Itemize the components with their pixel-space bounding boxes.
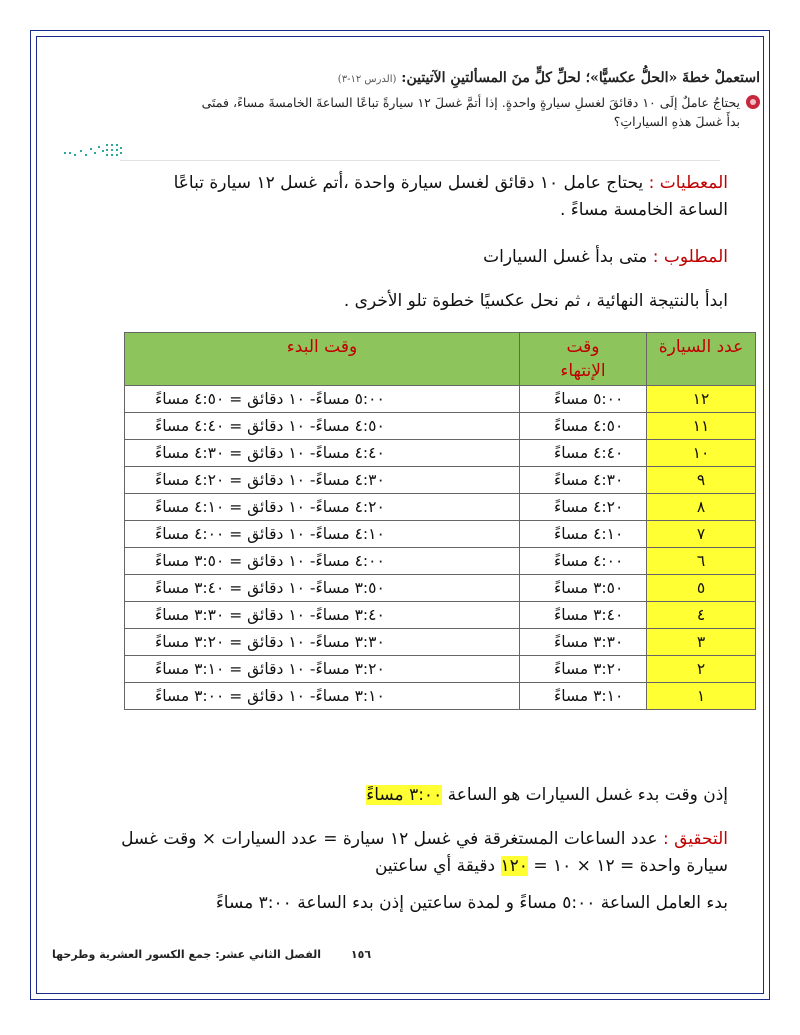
cell-start-time: ٤:٣٠ مساءً- ١٠ دقائق = ٤:٢٠ مساءً (125, 467, 520, 494)
cell-car-count: ٤ (647, 602, 756, 629)
cell-end-time: ٣:٥٠ مساءً (520, 575, 647, 602)
conclusion-text: إذن وقت بدء غسل السيارات هو الساعة (447, 785, 728, 805)
cell-car-count: ١ (647, 683, 756, 710)
excerpt-question (100, 93, 760, 131)
table-row (125, 386, 756, 413)
check-text-2a: سيارة واحدة = ١٢ × ١٠ = (533, 856, 728, 876)
cell-end-time: ٤:٣٠ مساءً (520, 467, 647, 494)
cell-end-time: ٣:٤٠ مساءً (520, 602, 647, 629)
cell-start-time: ٣:٢٠ مساءً- ١٠ دقائق = ٣:١٠ مساءً (125, 656, 520, 683)
cell-car-count: ٥ (647, 575, 756, 602)
instruction-text: استعملْ خطةَ «الحلُّ عكسيًّا»؛ لحلِّ كلٍّ منَ المسألتينِ الآتيتين: (401, 70, 760, 86)
dotted-logo-icon (64, 144, 122, 158)
header-car-count: عدد السيارة (647, 333, 756, 386)
cell-start-time: ٤:١٠ مساءً- ١٠ دقائق = ٤:٠٠ مساءً (125, 521, 520, 548)
cell-car-count: ١٠ (647, 440, 756, 467)
required-label: المطلوب : (652, 247, 728, 267)
cell-end-time: ٤:٢٠ مساءً (520, 494, 647, 521)
excerpt-instruction (100, 68, 760, 90)
check-text-2b: دقيقة أي ساعتين (374, 856, 496, 876)
cell-end-time: ٣:٣٠ مساءً (520, 629, 647, 656)
givens-label: المعطيات : (648, 173, 728, 193)
check-text-1: عدد الساعات المستغرقة في غسل ١٢ سيارة = عدد السيارات × وقت غسل (121, 829, 658, 849)
cell-car-count: ٣ (647, 629, 756, 656)
final-paragraph (216, 890, 728, 917)
cell-car-count: ١١ (647, 413, 756, 440)
conclusion-highlight: ٣:٠٠ مساءً (366, 785, 443, 805)
check-paragraph (121, 826, 728, 880)
cell-start-time: ٥:٠٠ مساءً- ١٠ دقائق = ٤:٥٠ مساءً (125, 386, 520, 413)
method-paragraph (344, 288, 728, 315)
cell-end-time: ٥:٠٠ مساءً (520, 386, 647, 413)
table-row (125, 683, 756, 710)
page-footer (52, 948, 432, 961)
textbook-excerpt (100, 68, 760, 131)
table-row (125, 656, 756, 683)
cell-car-count: ٧ (647, 521, 756, 548)
header-end-time (520, 333, 647, 386)
check-label: التحقيق : (662, 829, 728, 849)
table-row (125, 440, 756, 467)
table-row (125, 467, 756, 494)
cell-start-time: ٤:٢٠ مساءً- ١٠ دقائق = ٤:١٠ مساءً (125, 494, 520, 521)
table-row (125, 521, 756, 548)
lesson-reference: (الدرس ١٢-٣) (337, 74, 397, 85)
table-row (125, 575, 756, 602)
cell-car-count: ٦ (647, 548, 756, 575)
header-end-time-line-1: وقت (566, 337, 600, 357)
solution-table (124, 332, 756, 710)
cell-start-time: ٣:٣٠ مساءً- ١٠ دقائق = ٣:٢٠ مساءً (125, 629, 520, 656)
cell-car-count: ٩ (647, 467, 756, 494)
header-end-time-line-2: الإنتهاء (560, 361, 606, 381)
cell-end-time: ٤:٥٠ مساءً (520, 413, 647, 440)
givens-text-2: الساعة الخامسة مساءً . (559, 200, 728, 220)
cell-start-time: ٣:١٠ مساءً- ١٠ دقائق = ٣:٠٠ مساءً (125, 683, 520, 710)
final-text: بدء العامل الساعة ٥:٠٠ مساءً و لمدة ساعتين إذن بدء الساعة ٣:٠٠ مساءً (215, 893, 728, 913)
cell-start-time: ٣:٤٠ مساءً- ١٠ دقائق = ٣:٣٠ مساءً (125, 602, 520, 629)
cell-end-time: ٣:٢٠ مساءً (520, 656, 647, 683)
givens-text-1: يحتاج عامل ١٠ دقائق لغسل سيارة واحدة ،أتم غسل ١٢ سيارة تباعًا (173, 173, 644, 193)
method-text: ابدأ بالنتيجة النهائية ، ثم نحل عكسيًا خطوة تلو الأخرى . (343, 291, 728, 311)
table-row (125, 629, 756, 656)
footer-topic: جمع الكسور العشرية وطرحها (52, 948, 212, 961)
cell-end-time: ٤:٠٠ مساءً (520, 548, 647, 575)
cell-car-count: ٨ (647, 494, 756, 521)
required-text: متى بدأ غسل السيارات (483, 247, 648, 267)
cell-end-time: ٣:١٠ مساءً (520, 683, 647, 710)
question-line-2: بدأَ غسلَ هذهِ السياراتِ؟ (613, 114, 740, 129)
required-paragraph (483, 244, 728, 271)
table-row (125, 413, 756, 440)
table-row (125, 602, 756, 629)
table-row (125, 548, 756, 575)
table-row (125, 494, 756, 521)
check-highlight: ١٢٠ (500, 856, 528, 876)
cell-start-time: ٤:٤٠ مساءً- ١٠ دقائق = ٤:٣٠ مساءً (125, 440, 520, 467)
question-line-1: يحتاجُ عاملٌ إلَى ١٠ دقائقَ لغسلِ سيارةٍ واحدةٍ. إذا أتمَّ غسلَ ١٢ سيارةً تباعًا الساعةَ الخامسةَ مساءً، فمتَى (201, 95, 740, 110)
givens-paragraph (174, 170, 728, 224)
cell-start-time: ٤:٠٠ مساءً- ١٠ دقائق = ٣:٥٠ مساءً (125, 548, 520, 575)
footer-chapter: الفصل الثاني عشر: (215, 948, 322, 961)
cell-end-time: ٤:١٠ مساءً (520, 521, 647, 548)
cell-start-time: ٣:٥٠ مساءً- ١٠ دقائق = ٣:٤٠ مساءً (125, 575, 520, 602)
cell-end-time: ٤:٤٠ مساءً (520, 440, 647, 467)
header-start-time: وقت البدء (125, 333, 520, 386)
cell-car-count: ١٢ (647, 386, 756, 413)
cell-start-time: ٤:٥٠ مساءً- ١٠ دقائق = ٤:٤٠ مساءً (125, 413, 520, 440)
excerpt-divider (120, 160, 720, 161)
table-header-row (125, 333, 756, 386)
conclusion-paragraph (366, 782, 728, 809)
question-number-icon (746, 95, 760, 109)
page-number: ١٥٦ (350, 948, 372, 961)
worksheet-page (40, 40, 760, 990)
cell-car-count: ٢ (647, 656, 756, 683)
